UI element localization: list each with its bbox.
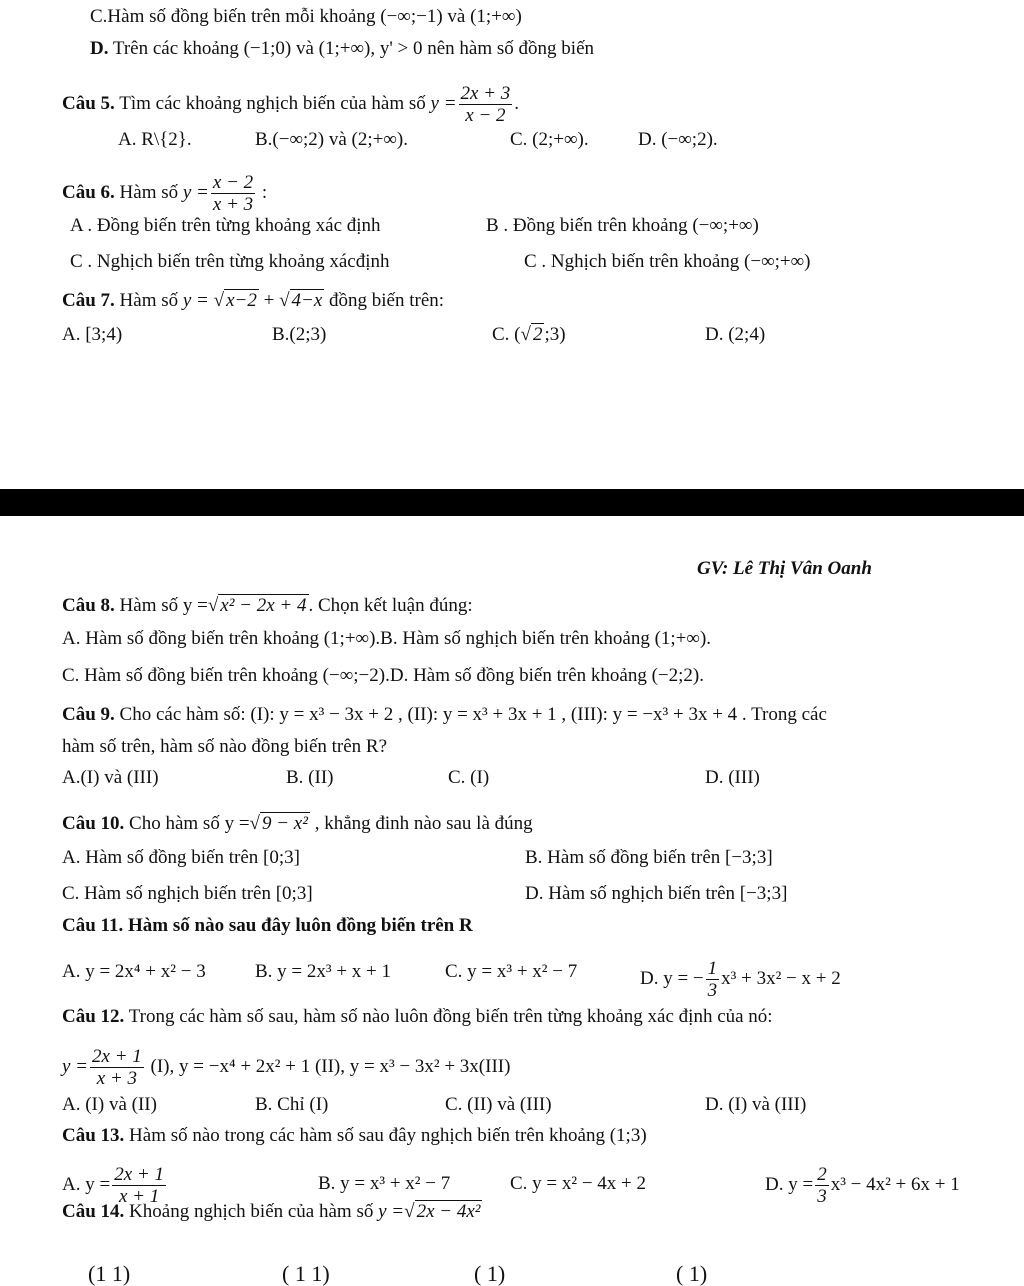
q13-option-c: C. y = x² − 4x + 2 <box>510 1173 647 1194</box>
q11-option-c: C. y = x³ + x² − 7 <box>445 961 578 982</box>
q8-options-cd: C. Hàm số đồng biến trên khoảng (−∞;−2).D. Hàm số đồng biến trên khoảng (−2;2). <box>62 665 704 686</box>
q5-option-c: C. (2;+∞). <box>510 129 589 150</box>
q7-option-c: C. (√ 2 ;3) <box>492 324 566 345</box>
q5-option-b: B.(−∞;2) và (2;+∞). <box>255 129 408 150</box>
q5-option-a: A. R\{2}. <box>118 129 192 150</box>
q9-option-d: D. (III) <box>705 767 760 788</box>
q5-fraction: $\frac{2x + 3}{x - 2}$ <box>460 83 511 126</box>
q7-option-d: D. (2;4) <box>705 324 766 345</box>
q11-option-b: B. y = 2x³ + x + 1 <box>255 961 392 982</box>
question-11: Câu 11. Hàm số nào sau đây luôn đồng biến trên R <box>62 915 473 936</box>
q11-option-a: A. y = 2x⁴ + x² − 3 <box>62 961 206 982</box>
question-9: Câu 9. Cho các hàm số: (I): y = x³ − 3x + 2 , (II): y = x³ + 3x + 1 , (III): y = −x³ + 3x + 4 . Trong các <box>62 704 827 725</box>
q6-fraction: $\frac{x - 2}{x + 3}$ <box>212 172 254 215</box>
question-7: Câu 7. Hàm số y = √ x−2 + √ 4−x đồng biến trên: <box>62 290 445 311</box>
q7-option-b: B.(2;3) <box>272 324 327 345</box>
q10-option-d: D. Hàm số nghịch biến trên [−3;3] <box>525 883 788 904</box>
question-10: Câu 10. Cho hàm số y =√ 9 − x² , khẳng đinh nào sau là đúng <box>62 813 533 834</box>
q12-option-c: C. (II) và (III) <box>445 1094 552 1115</box>
q7-option-a: A. [3;4) <box>62 324 123 345</box>
question-12: Câu 12. Trong các hàm số sau, hàm số nào luôn đồng biến trên từng khoảng xác định của nó: <box>62 1006 773 1027</box>
q10-option-b: B. Hàm số đồng biến trên [−3;3] <box>525 847 773 868</box>
q13-option-b: B. y = x³ + x² − 7 <box>318 1173 451 1194</box>
q9-option-b: B. (II) <box>286 767 334 788</box>
q10-option-a: A. Hàm số đồng biến trên [0;3] <box>62 847 300 868</box>
q8-options-ab: A. Hàm số đồng biến trên khoảng (1;+∞).B. Hàm số nghịch biến trên khoảng (1;+∞). <box>62 628 712 649</box>
question-13: Câu 13. Hàm số nào trong các hàm số sau đây nghịch biến trên khoảng (1;3) <box>62 1125 647 1146</box>
q9-option-a: A.(I) và (III) <box>62 767 159 788</box>
q6-option-c1: C . Nghịch biến trên từng khoảng xácđịnh <box>70 251 390 272</box>
question-14: Câu 14. Khoảng nghịch biến của hàm số y =√ 2x − 4x² <box>62 1201 481 1222</box>
q12-functions: y = $\frac{2x + 1}{x + 3}$ (I), y = −x⁴ + 2x² + 1 (II), y = x³ − 3x² + 3x(III) <box>62 1046 511 1089</box>
q14-option-b: ( 1 1) <box>282 1261 330 1286</box>
question-8: Câu 8. Hàm số y =√ x² − 2x + 4 . Chọn kết luận đúng: <box>62 595 473 616</box>
q14-option-c: ( 1) <box>474 1261 506 1286</box>
prev-option-c: C.Hàm số đồng biến trên mỗi khoảng (−∞;−1) và (1;+∞) <box>90 6 522 27</box>
q13-option-d: D. y = $\frac{2}{3}$ x³ − 4x² + 6x + 1 <box>765 1164 960 1207</box>
q12-option-d: D. (I) và (III) <box>705 1094 807 1115</box>
q14-option-a: (1 1) <box>88 1261 131 1286</box>
q6-option-c2: C . Nghịch biến trên khoảng (−∞;+∞) <box>524 251 811 272</box>
page-divider <box>0 489 1024 516</box>
q6-option-a: A . Đồng biến trên từng khoảng xác định <box>70 215 381 236</box>
q10-option-c: C. Hàm số nghịch biến trên [0;3] <box>62 883 313 904</box>
q11-option-d: D. y = − $\frac{1}{3}$ x³ + 3x² − x + 2 <box>640 958 841 1001</box>
q14-option-d: ( 1) <box>676 1261 708 1286</box>
prev-option-d: D. Trên các khoảng (−1;0) và (1;+∞), y' > 0 nên hàm số đồng biến <box>90 38 595 59</box>
q6-option-b: B . Đồng biến trên khoảng (−∞;+∞) <box>486 215 759 236</box>
teacher-name: GV: Lê Thị Vân Oanh <box>697 558 872 579</box>
q5-option-d: D. (−∞;2). <box>638 129 718 150</box>
question-5: Câu 5. Tìm các khoảng nghịch biến của hàm số y = $\frac{2x + 3}{x - 2}$ . <box>62 83 520 126</box>
question-9-cont: hàm số trên, hàm số nào đồng biến trên R? <box>62 736 388 757</box>
q12-option-b: B. Chỉ (I) <box>255 1094 329 1115</box>
question-6: Câu 6. Hàm số y = $\frac{x - 2}{x + 3}$ : <box>62 172 268 215</box>
q12-option-a: A. (I) và (II) <box>62 1094 157 1115</box>
q13-option-a: A. y = $\frac{2x + 1}{x + 1}$ <box>62 1164 164 1207</box>
q9-option-c: C. (I) <box>448 767 490 788</box>
